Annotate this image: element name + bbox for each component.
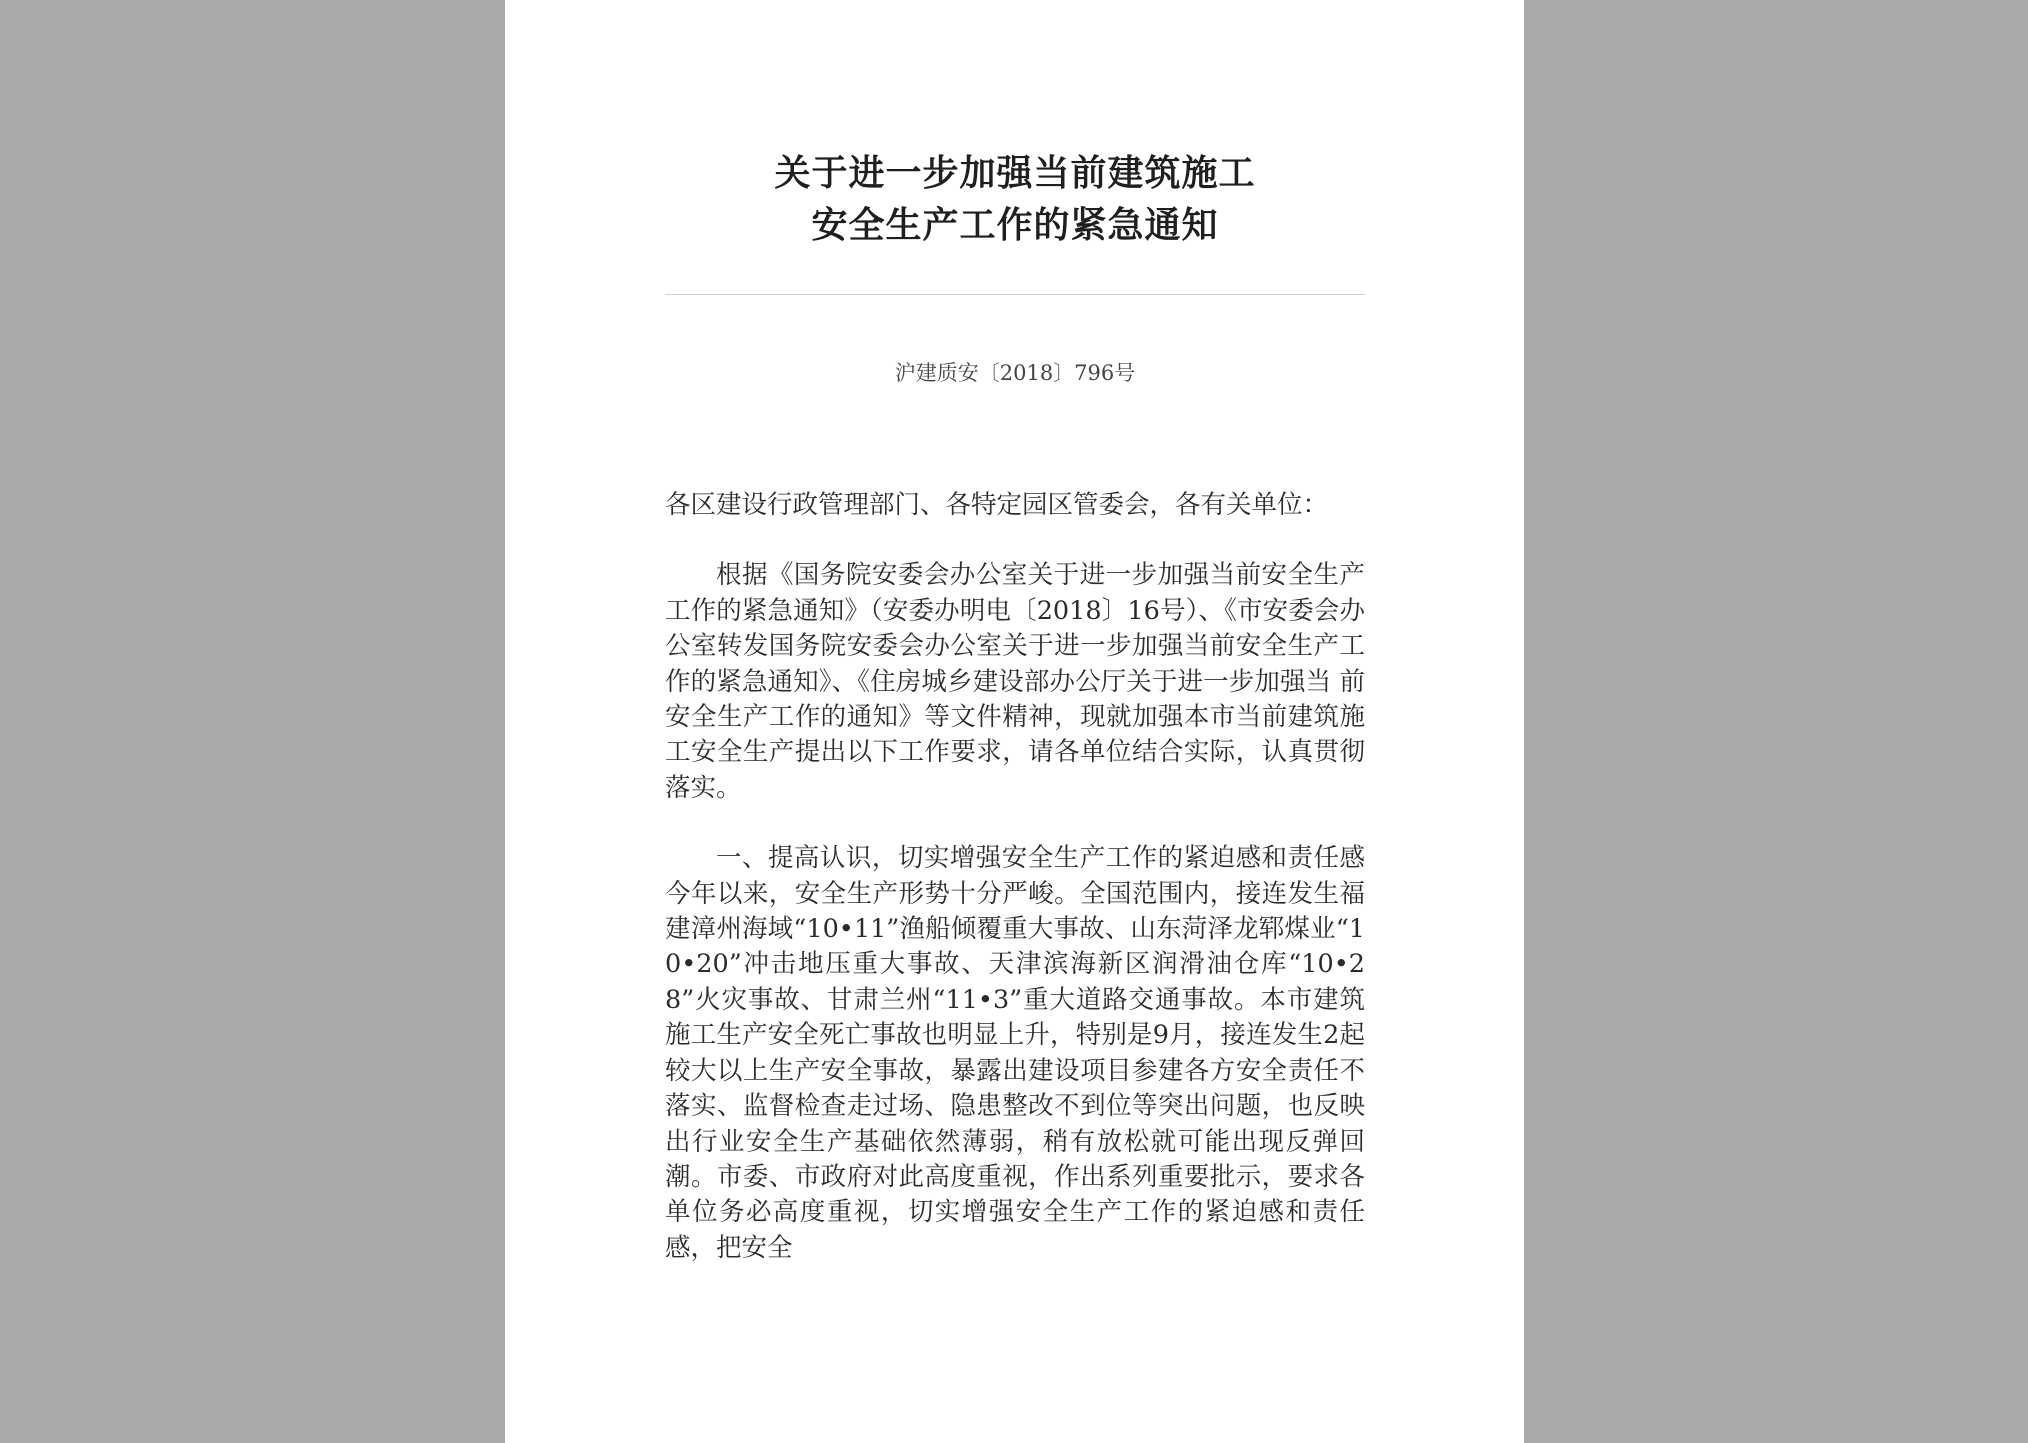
paragraph-1: 根据《国务院安委会办公室关于进一步加强当前安全生产工作的紧急通知》（安委办明电〔2018〕16号）、《市安委会办 公室转发国务院安委会办公室关于进一步加强当前安全生产工作的紧急通知》、《住房城乡建设部办公厅关于进一步加强当 前安全生产工作的通知》等文件精神，现就加强本市当前建筑施工安全生产提出以下工作要求，请各单位结合实际，认真贯彻落实。 (665, 560, 1365, 803)
salutation: 各区建设行政管理部门、各特定园区管委会，各有关单位： (665, 490, 1329, 520)
document-body (665, 488, 1365, 1301)
document-page (505, 0, 1524, 1443)
paragraph-2: 一、提高认识，切实增强安全生产工作的紧迫感和责任感今年以来，安全生产形势十分严峻。全国范围内，接连发生福建漳州海域“10•11”渔船倾覆重大事故、山东菏泽龙郓煤业“10•20”冲击地压重大事故、天津滨海新区润滑油仓库“10•28”火灾事故、甘肃兰州“11•3”重大道路交通事故。本市建筑施工生产安全死亡事故也明显上升，特别是9月，接连发生2起较大以上生产安全事故，暴露出建设项目参建各方安全责任不落实、监督检查走过场、隐患整改不到位等突出问题，也反映出行业安全生产基础依然薄弱，稍有放松就可能出现反弹回潮。市委、市政府对此高度重视，作出系列重要批示，要求各单位务必高度重视，切实增强安全生产工作的紧迫感和责任感，把安全 (665, 843, 1365, 1263)
title-line-1: 关于进一步加强当前建筑施工 (774, 153, 1256, 194)
title-divider (665, 294, 1365, 295)
title-line-2: 安全生产工作的紧急通知 (811, 205, 1219, 246)
document-number: 沪建质安〔2018〕796号 (894, 361, 1136, 385)
document-title (665, 148, 1365, 252)
